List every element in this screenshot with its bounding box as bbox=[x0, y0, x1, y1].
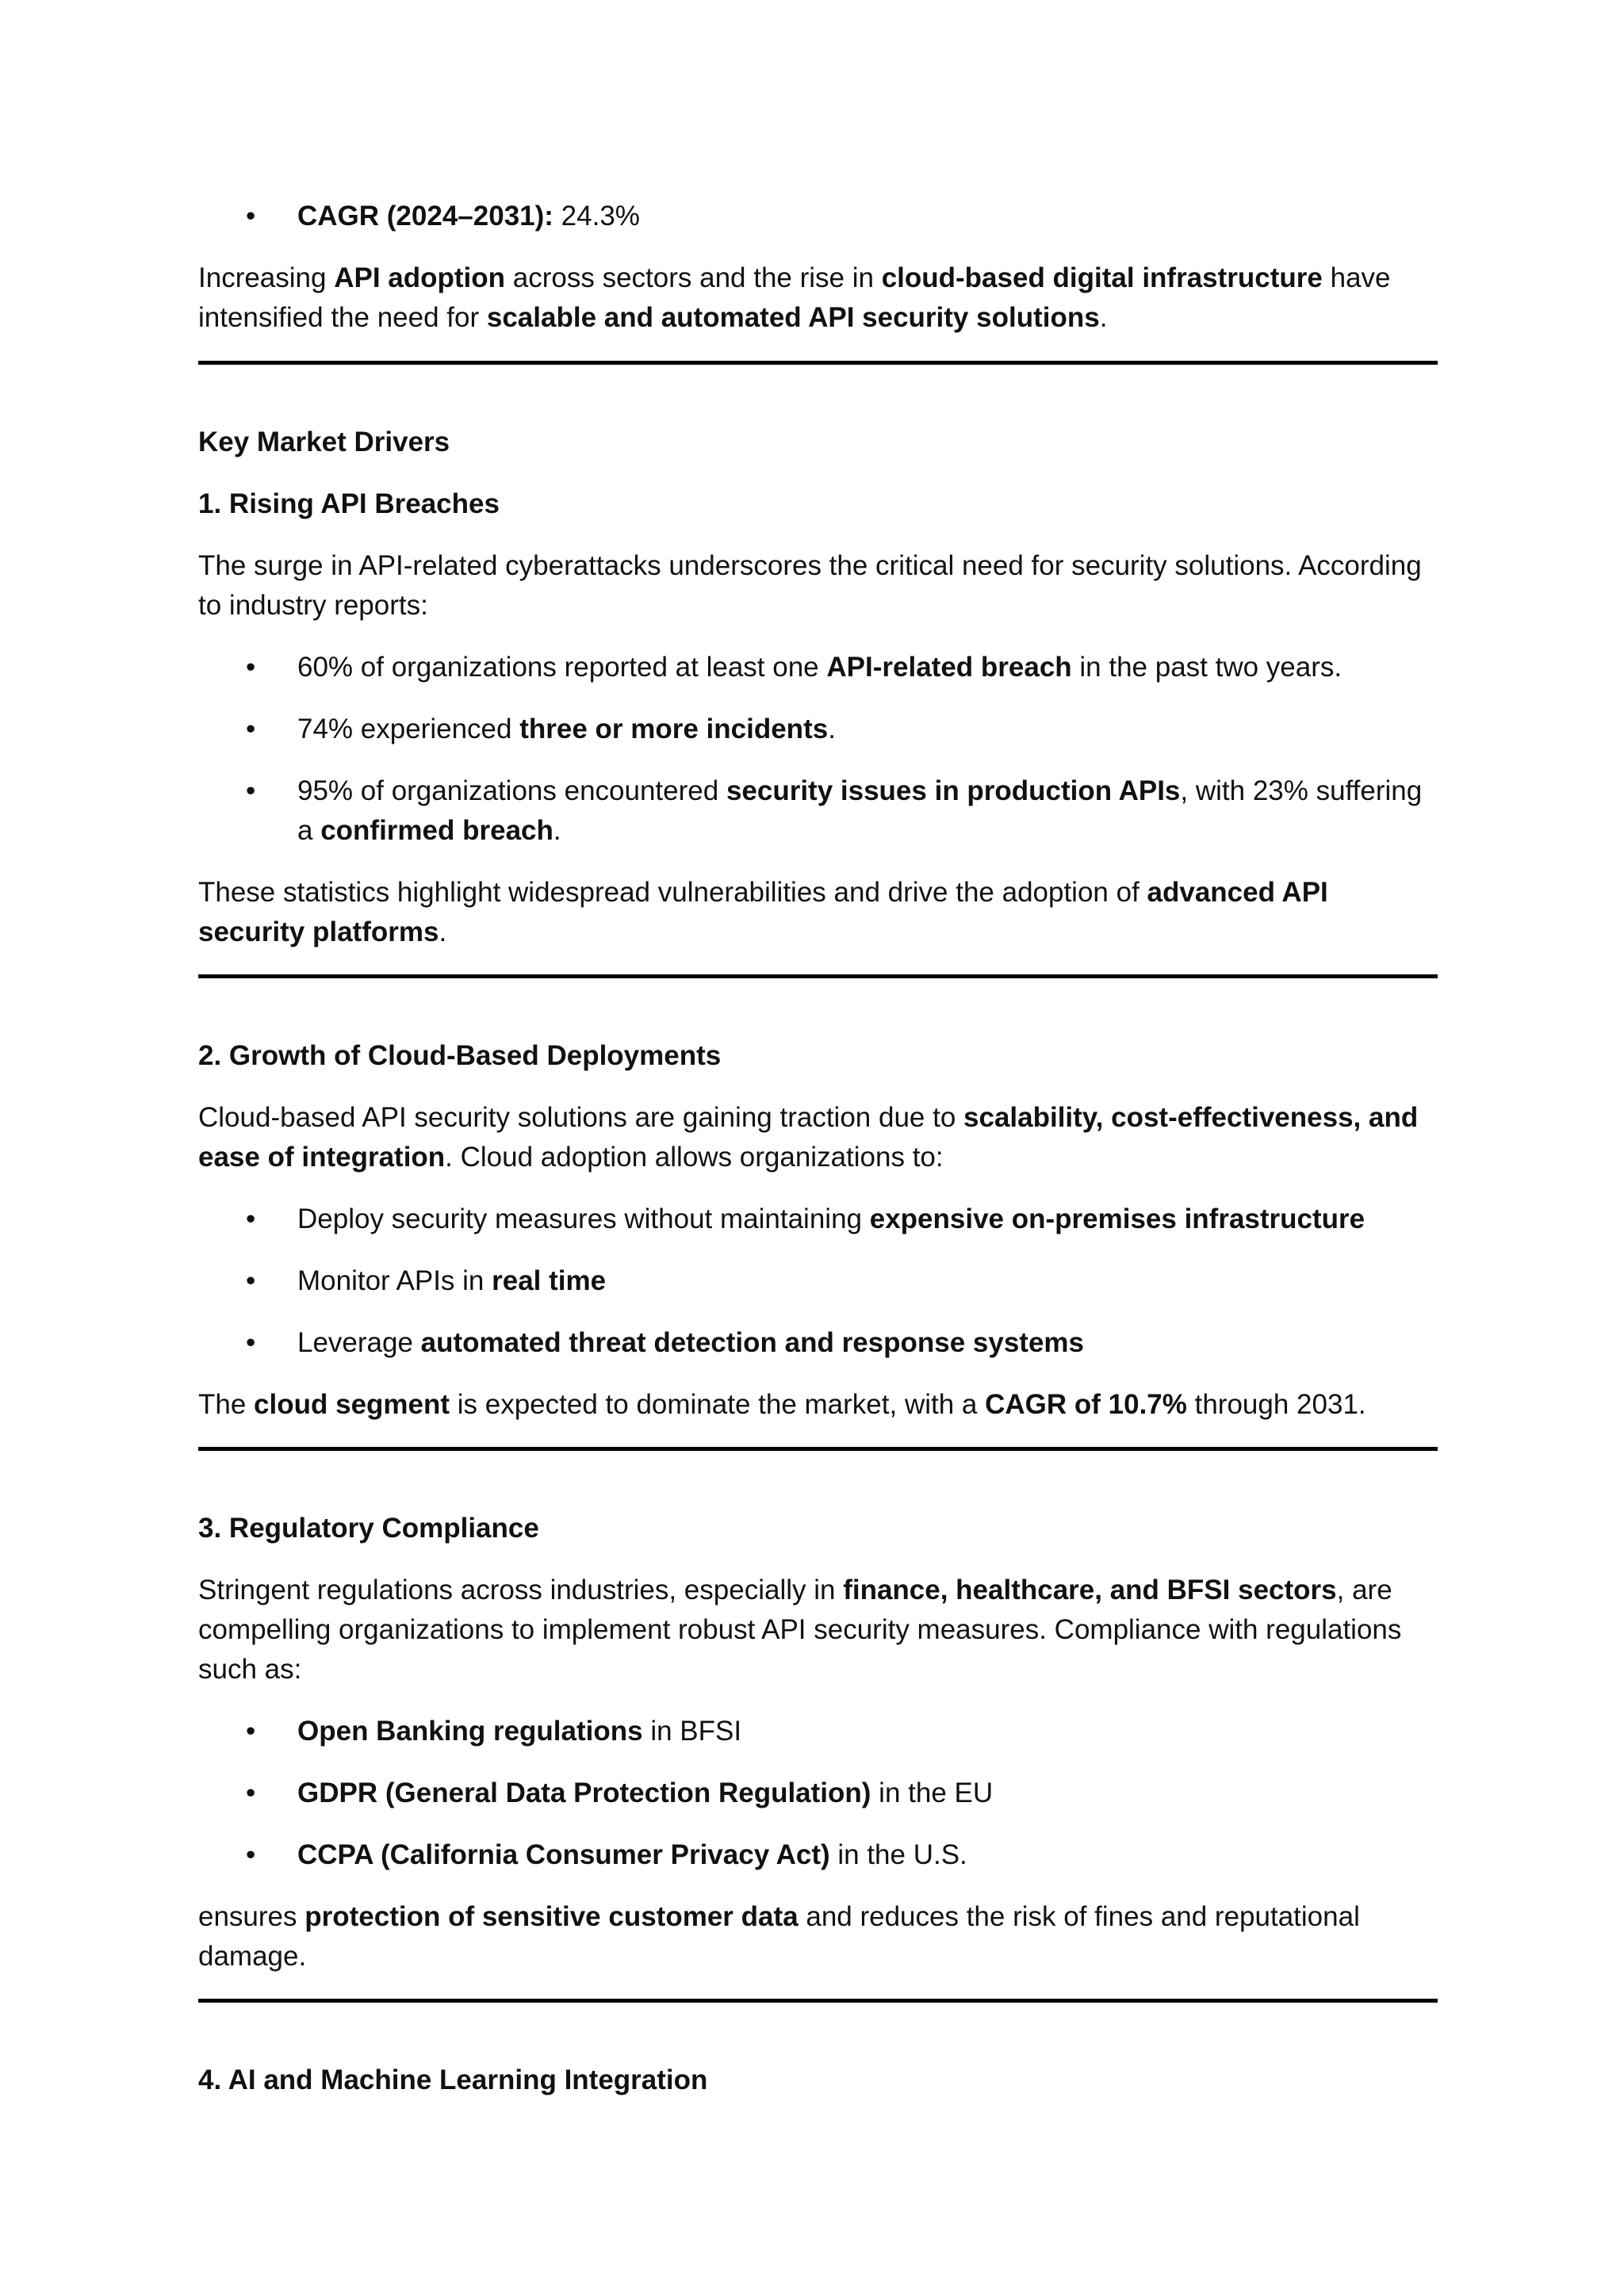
key-market-drivers-heading: Key Market Drivers bbox=[198, 427, 450, 457]
bullet-marker: • bbox=[246, 775, 256, 806]
section-divider bbox=[198, 1999, 1438, 2003]
section-3-heading: 3. Regulatory Compliance bbox=[198, 1513, 539, 1544]
section-1-closing: These statistics highlight widespread vulnerabilities and drive the adoption of advanced API security platforms. bbox=[198, 877, 1328, 947]
section-2-heading: 2. Growth of Cloud-Based Deployments bbox=[198, 1040, 722, 1071]
section-4-heading: 4. AI and Machine Learning Integration bbox=[198, 2064, 708, 2095]
section-3-closing: ensures protection of sensitive customer data and reduces the risk of fines and reputational damage. bbox=[198, 1901, 1360, 1972]
section-divider bbox=[198, 974, 1438, 978]
section-1-heading: 1. Rising API Breaches bbox=[198, 488, 500, 519]
section-divider bbox=[198, 1447, 1438, 1451]
section-3-paragraph: Stringent regulations across industries, especially in finance, healthcare, and BFSI sectors, are compelling organizations to implement robust API security measures. Compliance with regulations such as: bbox=[198, 1575, 1402, 1685]
bullet-marker: • bbox=[246, 652, 256, 683]
bullet-marker: • bbox=[246, 1839, 256, 1870]
bullet-marker: • bbox=[246, 1716, 256, 1747]
bullet-marker: • bbox=[246, 1265, 256, 1296]
cagr-value: 24.3% bbox=[561, 201, 640, 232]
bullet-marker: • bbox=[246, 201, 256, 232]
intro-paragraph: Increasing API adoption across sectors and the rise in cloud-based digital infrastructure have intensified the need for scalable and automated API security solutions. bbox=[198, 262, 1391, 333]
cagr-label: CAGR (2024–2031): bbox=[297, 201, 553, 232]
section-1-paragraph: The surge in API-related cyberattacks underscores the critical need for security solutions. According to industry reports: bbox=[198, 550, 1422, 621]
section-2-paragraph: Cloud-based API security solutions are gaining traction due to scalability, cost-effectiveness, and ease of integration. Cloud adoption allows organizations to: bbox=[198, 1102, 1419, 1173]
bullet-marker: • bbox=[246, 1327, 256, 1358]
bullet-marker: • bbox=[246, 1777, 256, 1808]
document-page: • CAGR (2024–2031): 24.3% Increasing API adoption across sectors and the rise in cloud-based digital infrastructure have intensified the need for scalable and automated API security solutions. Key Market Drivers 1. Rising API Breaches The surge in API-related cyberattacks underscores the critical need for security solutions. According to industry reports: • 60% of organizations reported at least one API-related breach in the past two years. • 74% experienced three or more incidents. • 95% of organizations encountered security issues in production APIs, with 23% suffering a confirmed breach. These statistics highlight widespread vulnerabilities and drive the adoption of advanced API security platforms. 2. Growth of Cloud-Based Deployments Cloud-based API security solutions are gaining traction due to scalability, cost-effectiveness, and ease of integration. Cloud adoption allows organizations to: • Deploy security measures without maintaining expensive on-premises infrastructure • Monitor APIs in real time • Leverage automated threat detection and response systems The cloud segment is expected to dominate the market, with a CAGR of 10.7% through 2031. 3. Regulatory Compliance Stringent regulations across industries, especially in finance, healthcare, and BFSI sectors, are compelling organizations to implement robust API security measures. Compliance with regulations such as: • Open Banking regulations in BFSI • GDPR (General Data Protection Regulation) in the EU • CCPA (California Consumer Privacy Act) in the U.S. ensures protection of sensitive customer data and reduces the risk of fines and reputational damage. 4. AI and Machine Learning Integration bbox=[0, 0, 1624, 2296]
bullet-marker: • bbox=[246, 1203, 256, 1234]
section-2-closing: The cloud segment is expected to dominate the market, with a CAGR of 10.7% through 2031. bbox=[198, 1389, 1366, 1420]
section-divider bbox=[198, 361, 1438, 365]
bullet-marker: • bbox=[246, 714, 256, 744]
